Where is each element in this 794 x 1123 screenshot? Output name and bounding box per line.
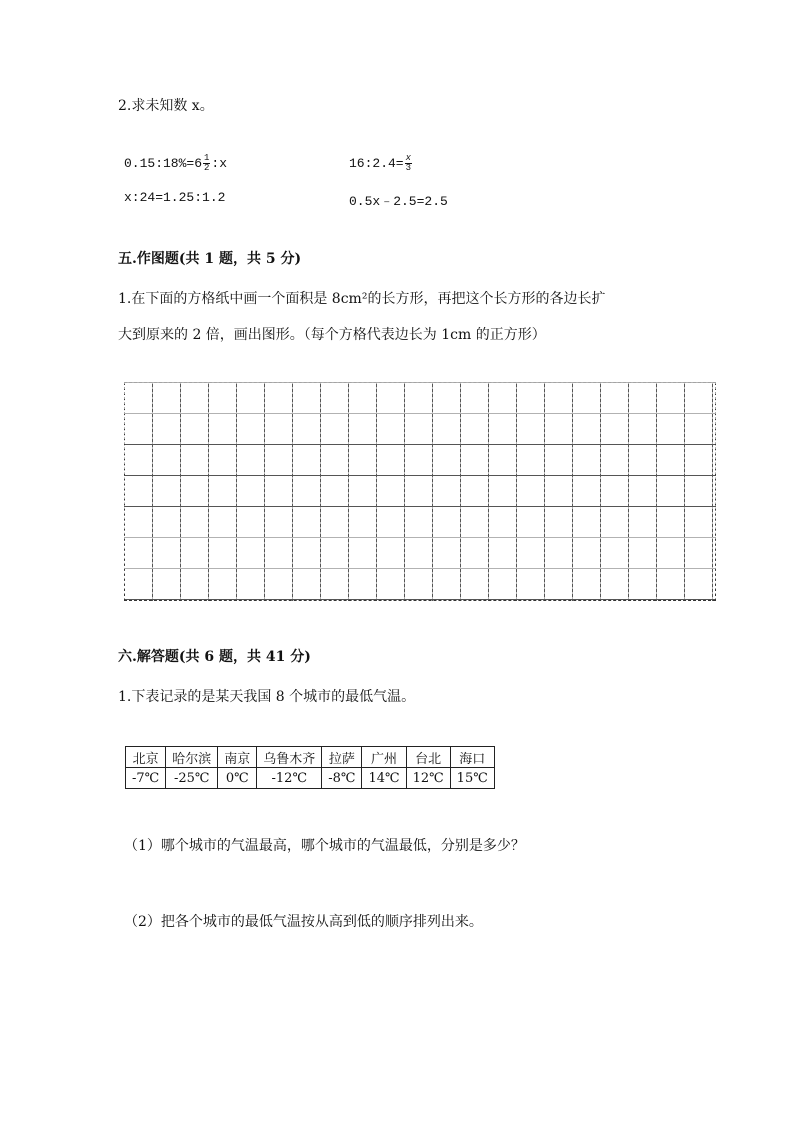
section-6-question-intro: 1.下表记录的是某天我国 8 个城市的最低气温。 xyxy=(118,689,416,705)
table-row-temperatures xyxy=(126,768,495,789)
table-cell-temp: -7℃ xyxy=(126,768,166,789)
table-cell-temp: -8℃ xyxy=(322,768,362,789)
equation-1-left: 0.15:18%=6 xyxy=(124,156,203,171)
fraction-numerator: x xyxy=(405,153,412,164)
sub-question-1: （1）哪个城市的气温最高，哪个城市的气温最低，分别是多少？ xyxy=(124,838,525,854)
table-cell-temp: 0℃ xyxy=(218,768,257,789)
equation-2-fraction xyxy=(405,154,412,173)
question-solve-x-title: 2.求未知数 x。 xyxy=(118,98,214,114)
equation-1-fraction xyxy=(203,154,210,173)
equation-2 xyxy=(349,152,413,176)
section-5-heading: 五.作图题(共 1 题，共 5 分) xyxy=(118,251,302,267)
fraction-denominator: 3 xyxy=(405,163,412,174)
table-cell-city: 南京 xyxy=(218,747,257,768)
equation-1 xyxy=(124,152,227,176)
section-6-heading: 六.解答题(共 6 题，共 41 分) xyxy=(118,649,311,665)
table-cell-city: 台北 xyxy=(406,747,450,768)
city-temperature-table xyxy=(125,746,495,789)
equation-1-right: :x xyxy=(211,156,228,171)
equation-4: 0.5x﹣2.5=2.5 xyxy=(349,194,448,209)
section-5-question-line-1: 1.在下面的方格纸中画一个面积是 8cm²的长方形，再把这个长方形的各边长扩 xyxy=(118,291,606,307)
section-5-question-line-2: 大到原来的 2 倍，画出图形。（每个方格代表边长为 1cm 的正方形） xyxy=(118,327,546,343)
table-cell-city: 乌鲁木齐 xyxy=(257,747,322,768)
table-cell-city: 拉萨 xyxy=(322,747,362,768)
table-cell-city: 广州 xyxy=(362,747,406,768)
table-cell-temp: 14℃ xyxy=(362,768,406,789)
table-cell-city: 北京 xyxy=(126,747,166,768)
table-cell-temp: 15℃ xyxy=(450,768,494,789)
table-cell-temp: -25℃ xyxy=(166,768,218,789)
equation-2-left: 16:2.4= xyxy=(349,156,404,171)
table-cell-temp: -12℃ xyxy=(257,768,322,789)
table-cell-temp: 12℃ xyxy=(406,768,450,789)
sub-question-2: （2）把各个城市的最低气温按从高到低的顺序排列出来。 xyxy=(124,914,483,930)
fraction-numerator: 1 xyxy=(204,153,210,164)
table-cell-city: 海口 xyxy=(450,747,494,768)
square-grid-paper[interactable] xyxy=(124,382,716,601)
table-cell-city: 哈尔滨 xyxy=(166,747,218,768)
equation-3: x:24=1.25:1.2 xyxy=(124,190,226,205)
fraction-denominator: 2 xyxy=(204,163,210,174)
table-row-cities xyxy=(126,747,495,768)
